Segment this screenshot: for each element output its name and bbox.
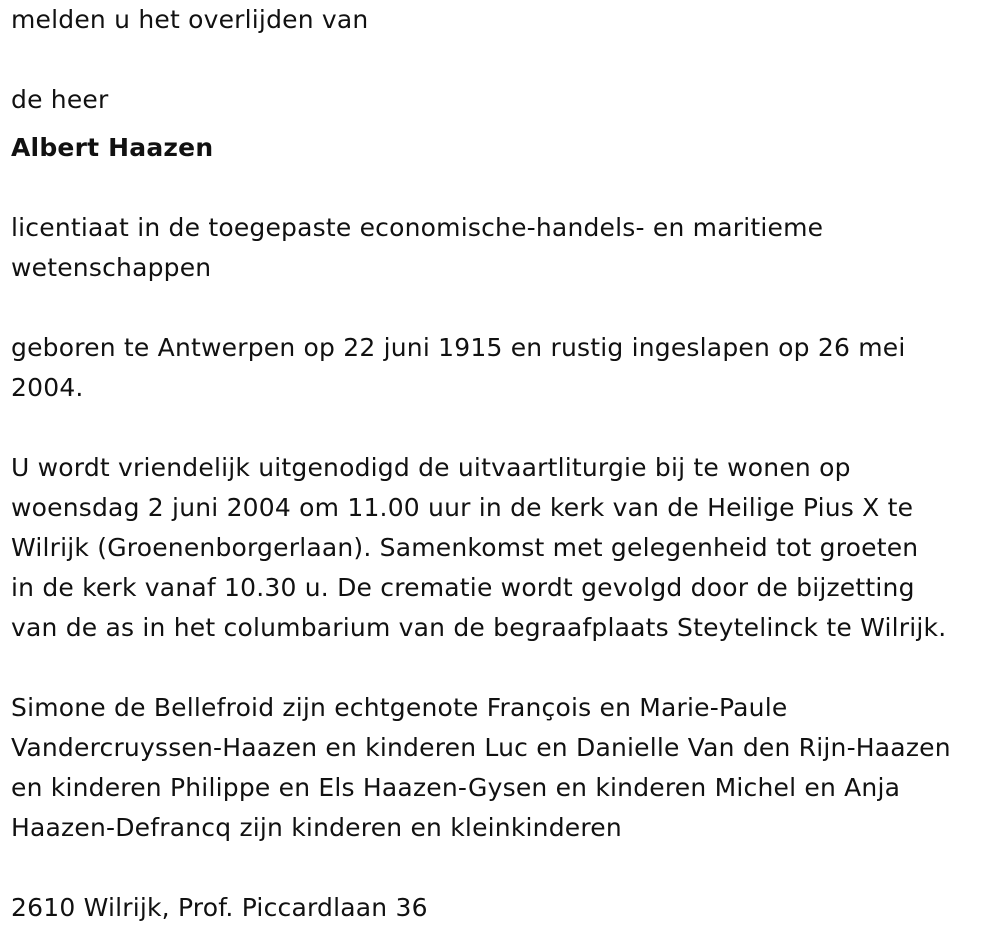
address: 2610 Wilrijk, Prof. Piccardlaan 36	[11, 893, 428, 922]
spacer	[11, 648, 996, 688]
obituary-notice	[11, 0, 996, 928]
intro-text: melden u het overlijden van	[11, 5, 369, 34]
family-line: en kinderen Philippe en Els Haazen-Gysen en kinderen Michel en Anja	[11, 773, 901, 802]
family-line: Simone de Bellefroid zijn echtgenote François en Marie-Paule	[11, 693, 788, 722]
academic-title-line: licentiaat in de toegepaste economische-handels- en maritieme	[11, 213, 824, 242]
honorific: de heer	[11, 85, 109, 114]
spacer	[11, 168, 996, 208]
academic-title-line: wetenschappen	[11, 253, 212, 282]
service-info-line: U wordt vriendelijk uitgenodigd de uitvaartliturgie bij te wonen op	[11, 453, 851, 482]
spacer	[11, 288, 996, 328]
service-info-line: Wilrijk (Groenenborgerlaan). Samenkomst met gelegenheid tot groeten	[11, 533, 919, 562]
spacer	[11, 408, 996, 448]
birth-death-line: 2004.	[11, 373, 84, 402]
service-info-line: woensdag 2 juni 2004 om 11.00 uur in de kerk van de Heilige Pius X te	[11, 493, 914, 522]
service-info-line: van de as in het columbarium van de begraafplaats Steytelinck te Wilrijk.	[11, 613, 947, 642]
family-line: Vandercruyssen-Haazen en kinderen Luc en Danielle Van den Rijn-Haazen	[11, 733, 951, 762]
service-info-line: in de kerk vanaf 10.30 u. De crematie wordt gevolgd door de bijzetting	[11, 573, 915, 602]
spacer	[11, 848, 996, 888]
family-line: Haazen-Defrancq zijn kinderen en kleinkinderen	[11, 813, 622, 842]
spacer	[11, 120, 996, 128]
spacer	[11, 40, 996, 80]
birth-death-line: geboren te Antwerpen op 22 juni 1915 en rustig ingeslapen op 26 mei	[11, 333, 906, 362]
deceased-name: Albert Haazen	[11, 133, 214, 162]
